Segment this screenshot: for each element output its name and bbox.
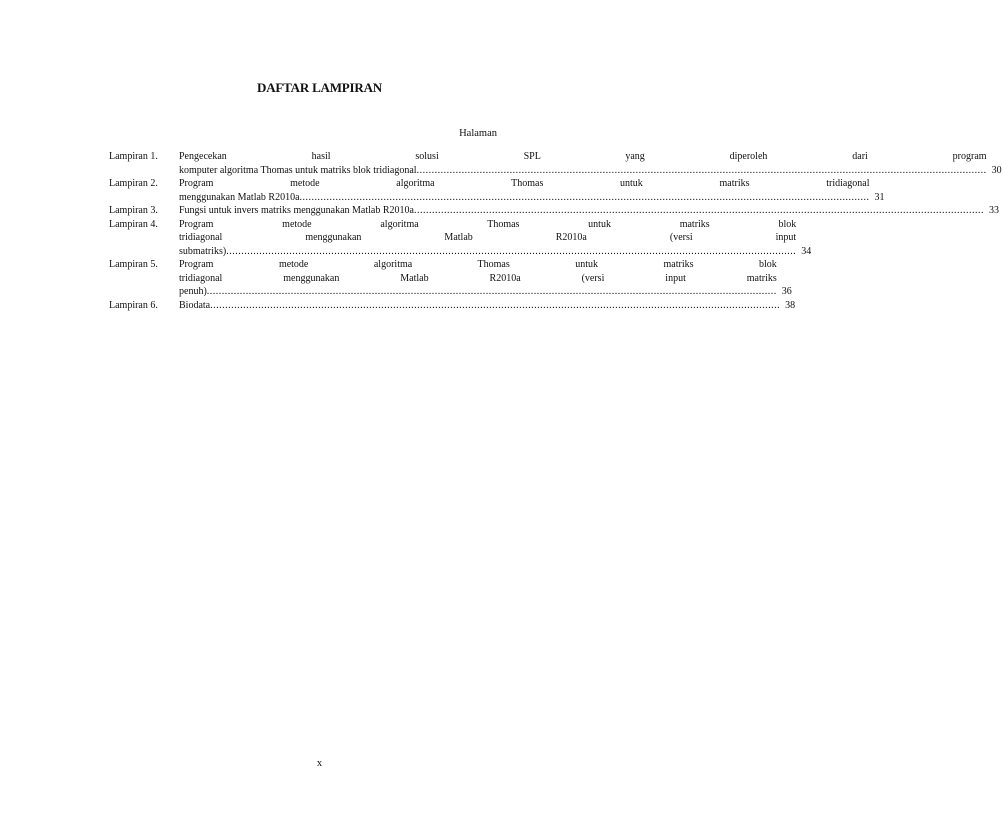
appendix-label: Lampiran 3.: [109, 205, 158, 216]
appendix-entry-2: [109, 177, 885, 204]
appendix-last-line: [179, 164, 1002, 178]
appendix-entry-4: [109, 218, 812, 259]
halaman-column-header: Halaman: [459, 128, 497, 139]
appendix-last-line: [179, 204, 999, 218]
appendix-label: Lampiran 5.: [109, 259, 158, 270]
appendix-line: tridiagonal menggunakan Matlab R2010a (versi input: [179, 232, 797, 243]
appendix-list: [109, 150, 1002, 312]
appendix-page-number: 31: [874, 191, 885, 203]
appendix-page-number: 30: [991, 164, 1002, 176]
dot-leader: [300, 191, 870, 205]
dot-leader: [226, 245, 796, 259]
appendix-line-text: submatriks): [179, 245, 227, 257]
appendix-line-text: Fungsi untuk invers matriks menggunakan Matlab R2010a: [179, 205, 414, 216]
appendix-description: [179, 258, 792, 299]
appendix-label: Lampiran 2.: [109, 178, 158, 189]
appendix-last-line: [179, 285, 792, 299]
appendix-entry-6: [109, 299, 796, 313]
appendix-line-text: Biodata: [179, 299, 211, 311]
page-number: x: [316, 758, 323, 769]
appendix-last-line: [179, 191, 885, 205]
appendix-line: Program metode algoritma Thomas untuk matriks blok: [179, 259, 777, 270]
appendix-last-line: [179, 299, 795, 313]
appendix-line-text: penuh): [179, 286, 207, 297]
appendix-description: [179, 204, 999, 218]
appendix-page-number: 38: [785, 299, 796, 311]
page-title: DAFTAR LAMPIRAN: [257, 80, 382, 95]
appendix-page-number: 34: [801, 245, 812, 257]
appendix-page-number: 33: [988, 205, 999, 216]
appendix-line: Pengecekan hasil solusi SPL yang diperoleh dari program: [179, 151, 987, 162]
appendix-page-number: 36: [781, 286, 792, 297]
appendix-entry-1: [109, 150, 1002, 177]
appendix-line-text: komputer algoritma Thomas untuk matriks blok tridiagonal: [179, 164, 417, 176]
appendix-line: Program metode algoritma Thomas untuk matriks tridiagonal: [179, 178, 870, 189]
appendix-line: Program metode algoritma Thomas untuk matriks blok: [179, 218, 797, 230]
appendix-label: Lampiran 1.: [109, 151, 158, 162]
appendix-description: [179, 299, 795, 313]
appendix-entry-5: [109, 258, 792, 299]
appendix-label: Lampiran 6.: [109, 299, 158, 311]
appendix-line: tridiagonal menggunakan Matlab R2010a (versi input matriks: [179, 272, 777, 284]
dot-leader: [210, 299, 780, 313]
appendix-line-text: menggunakan Matlab R2010a: [179, 191, 300, 203]
dot-leader: [207, 285, 777, 299]
appendix-last-line: [179, 245, 811, 259]
dot-leader: [417, 164, 987, 178]
appendix-description: [179, 150, 1002, 177]
dot-leader: [414, 204, 984, 218]
appendix-entry-3: [109, 204, 999, 218]
appendix-description: [179, 218, 811, 259]
appendix-label: Lampiran 4.: [109, 218, 158, 230]
appendix-description: [179, 177, 885, 204]
